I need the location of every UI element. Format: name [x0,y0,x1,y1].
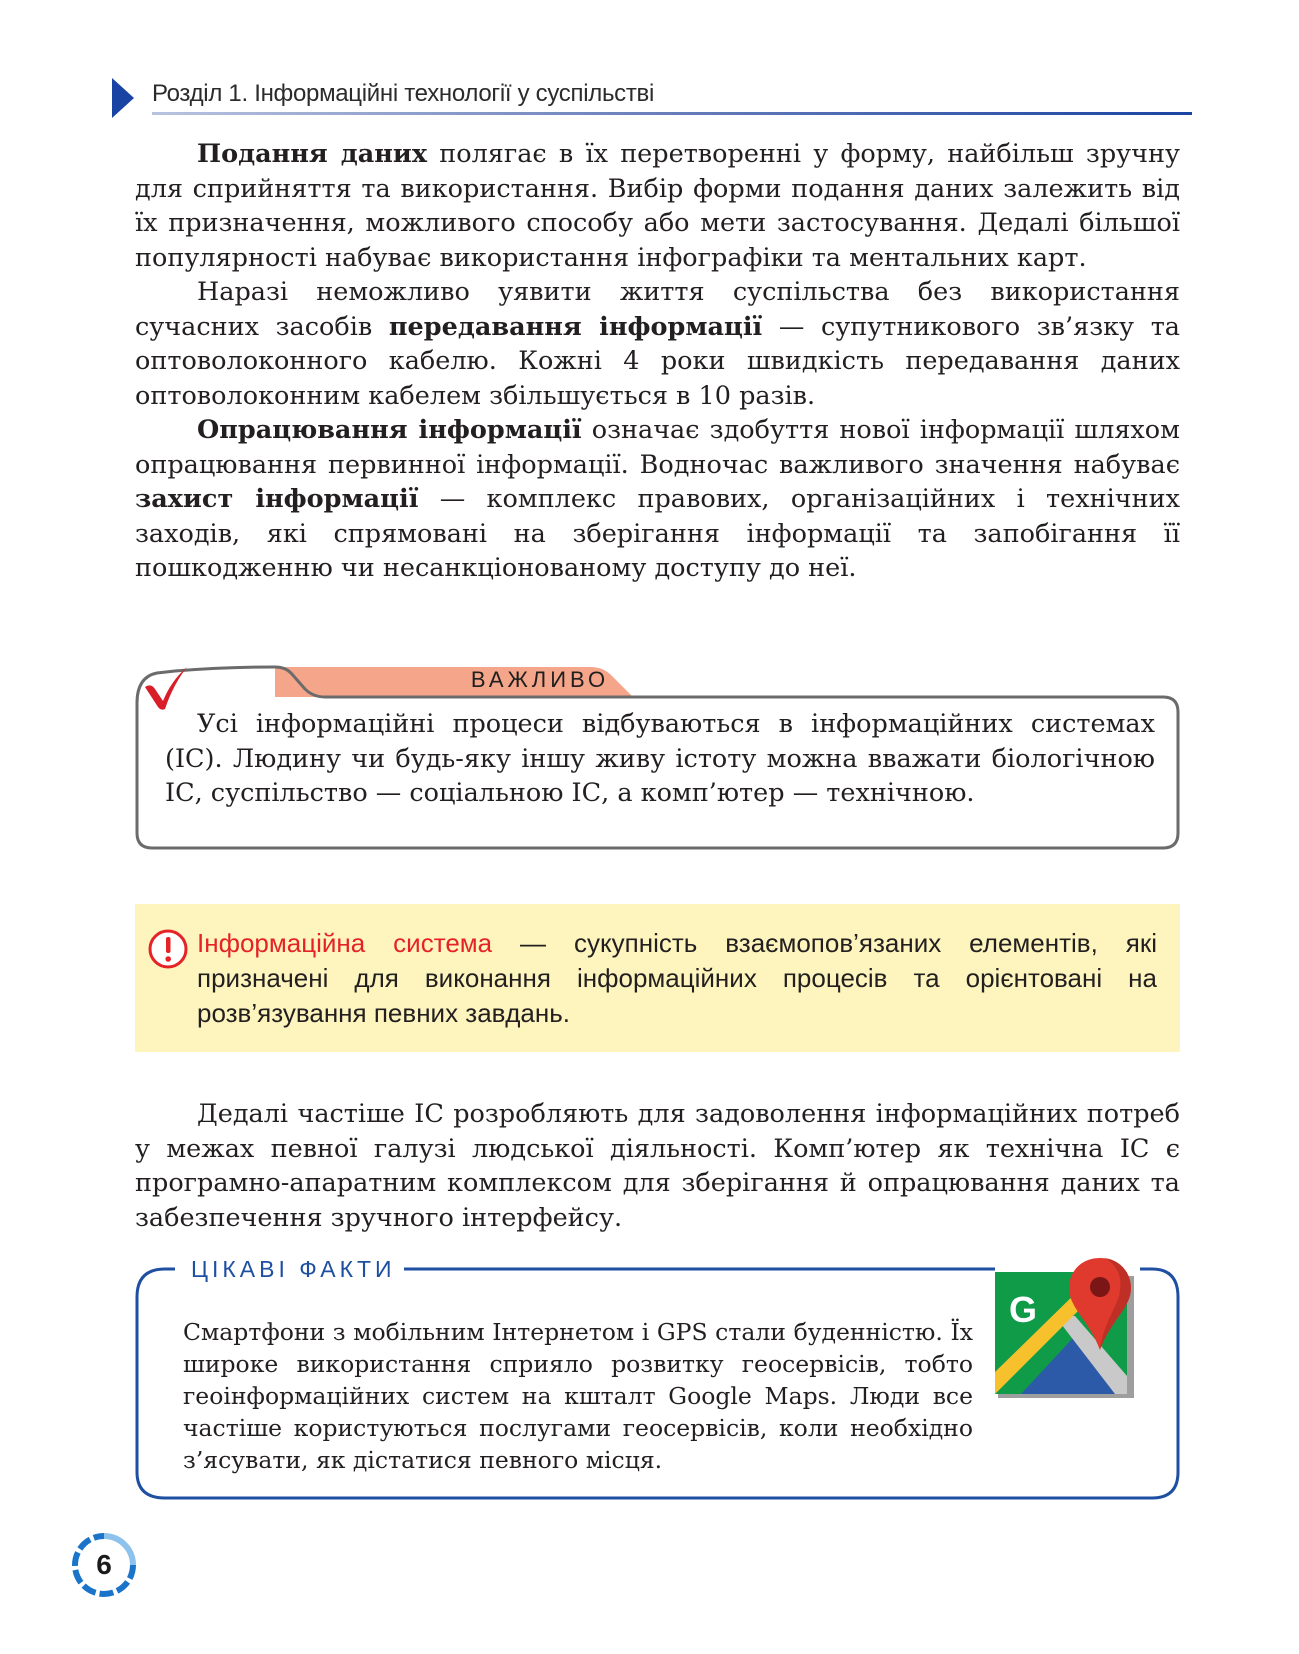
exclamation-icon [147,928,189,970]
paragraph-is-development: Дедалі частіше ІС розробляють для задоволення інформаційних потреб у межах певної галузі людської діяльності. Комп’ютер як технічна ІС є програмно-апаратним комплексом для зберігання й опрацювання даних та забезпечення зручного інтерфейсу. [135,1099,1180,1233]
paragraph-data-processing [135,413,1180,586]
definition-box [135,904,1180,1052]
definition-text [197,926,1157,1031]
term-data-transmission: передавання інформації [388,311,763,342]
header-rule [152,112,1192,115]
paragraph-data-transmission [135,275,1180,413]
paragraph-data-presentation [135,137,1180,275]
important-title: ВАЖЛИВО [470,667,610,692]
paragraph-text: полягає в їх перетворенні у форму, найбільш зручну для сприйняття та використання. Вибір форми подання даних залежить від їх призначення, можливого способу або мети застосування. Дедалі більшої популярності набуває використання інфографіки та ментальних карт. [135,139,1181,273]
main-text-top [135,137,1180,586]
paragraph-text: Наразі неможливо уявити життя суспільства без використання сучасних засобів [135,277,1180,342]
chapter-arrow-icon [112,78,134,118]
checkmark-icon [143,665,191,711]
term-data-processing: Опрацювання інформації [197,415,582,445]
facts-title: ЦІКАВІ ФАКТИ [183,1256,404,1282]
important-text: Усі інформаційні процеси відбуваються в інформаційних системах (ІС). Людину чи будь-яку іншу живу істоту можна вважати біологічною ІС, суспільство — соціальною ІС, а комп’ютер — технічною. [165,709,1155,808]
paragraph-text: означає здобуття нової інформації шляхом опрацювання первинної інформації. Водночас важливого значення набуває [135,415,1180,480]
definition-body: — сукупність взаємопов’язаних елементів, які призначені для виконання інформаційних процесів та орієнтовані на розв’язування певних завдань. [197,928,1157,1028]
chapter-title: Розділ 1. Інформаційні технології у суспільстві [152,80,655,107]
paragraph-text: — комплекс правових, організаційних і технічних заходів, які спрямовані на зберігання інформації та запобігання її пошкодженню чи несанкціонованому доступу до неї. [135,484,1180,583]
page-number: 6 [96,1549,112,1580]
maps-g-letter: G [1009,1289,1038,1330]
facts-box [135,1256,1180,1500]
definition-term: Інформаційна система [197,928,493,958]
google-maps-icon [995,1256,1140,1406]
facts-text: Смартфони з мобільним Інтернетом і GPS стали буденністю. Їх широке використання сприяло розвитку геосервісів, тобто геоінформаційних систем на кштaлт Google Maps. Люди все частіше користуються послугами геосервісів, коли необхідно з’ясувати, як дістатися певного місця. [183,1318,973,1474]
important-box [135,665,1180,850]
term-data-protection: захист інформації [135,484,419,514]
main-text-bottom [135,1097,1180,1235]
page-header [112,74,1192,118]
paragraph-text: — супутникового зв’язку та оптоволоконного кабелю. Кожні 4 роки швидкість передавання даних оптоволоконним кабелем збільшується в 10 разів. [135,311,1180,411]
term-data-presentation: Подання даних [197,139,428,169]
